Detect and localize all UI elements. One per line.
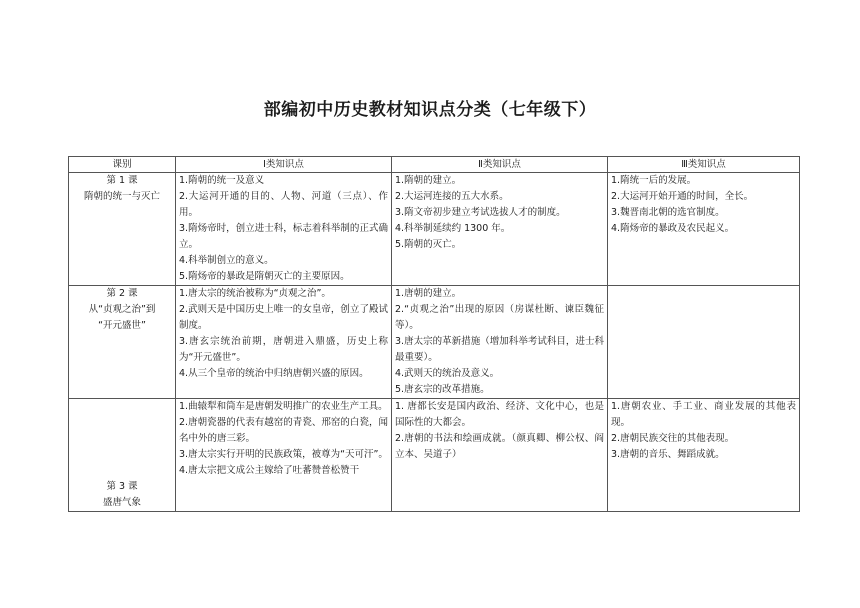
lesson-cell: [69, 399, 176, 512]
list-item: 4.隋炀帝的暴政及农民起义。: [611, 223, 735, 234]
list-item: 2.唐朝瓷器的代表有越窑的青瓷、邢窑的白瓷，闻名中外的唐三彩。: [179, 417, 388, 444]
table-row-lesson-1: [69, 173, 800, 286]
category-1-cell: [176, 286, 392, 399]
category-2-cell: [392, 286, 608, 399]
list-item: 5.唐玄宗的改革措施。: [395, 384, 490, 395]
list-item: 2.唐朝民族交往的其他表现。: [611, 433, 735, 444]
lesson-title: “开元盛世”: [98, 320, 146, 331]
list-item: 3.唐太宗的革新措施（增加科举考试科目，进士科最重要）。: [395, 336, 604, 363]
lesson-cell: [69, 173, 176, 286]
lesson-title: 隋朝的统一与灭亡: [83, 191, 160, 202]
lesson-title: 盛唐气象: [102, 497, 141, 508]
table-header-row: [69, 157, 800, 173]
category-1-cell: [176, 173, 392, 286]
category-1-cell: [176, 399, 392, 512]
list-item: 2.大运河开始开通的时间，全长。: [611, 191, 754, 202]
category-3-cell: [608, 286, 800, 399]
list-item: 2.武则天是中国历史上唯一的女皇帝，创立了殿试制度。: [179, 304, 388, 331]
list-item: 1.唐太宗的统治被称为“贞观之治”。: [179, 288, 331, 299]
list-item: 5.隋炀帝的暴政是隋朝灭亡的主要原因。: [179, 271, 350, 282]
list-item: 3.唐玄宗统治前期，唐朝进入鼎盛，历史上称为“开元盛世”。: [179, 336, 388, 363]
list-item: 4.唐太宗把文成公主嫁给了吐蕃赞普松赞干: [179, 465, 360, 476]
list-item: 1.隋朝的建立。: [395, 175, 462, 186]
list-item: 1.隋朝的统一及意义: [179, 175, 265, 186]
lesson-title: 从“贞观之治”到: [88, 304, 156, 315]
list-item: 2.大运河开通的目的、人物、河道（三点）、作用。: [179, 191, 388, 218]
category-2-cell: [392, 399, 608, 512]
list-item: 2.“贞观之治”出现的原因（房谋杜断、谏臣魏征等）。: [395, 304, 604, 331]
list-item: 1.唐朝农业、手工业、商业发展的其他表现。: [611, 401, 796, 428]
header-category-2: Ⅱ类知识点: [392, 157, 608, 173]
list-item: 1. 唐都长安是国内政治、经济、文化中心，也是国际性的大都会。: [395, 401, 604, 428]
list-item: 4.武则天的统治及意义。: [395, 368, 500, 379]
knowledge-table: [68, 156, 800, 512]
category-2-cell: [392, 173, 608, 286]
list-item: 4.科举制延续约 1300 年。: [395, 223, 511, 234]
table-row-lesson-2: [69, 286, 800, 399]
list-item: 4.科举制创立的意义。: [179, 255, 274, 266]
list-item: 4.从三个皇帝的统治中归纳唐朝兴盛的原因。: [179, 368, 369, 379]
list-item: 3.隋文帝初步建立考试选拔人才的制度。: [395, 207, 566, 218]
list-item: 1.曲辕犁和筒车是唐朝发明推广的农业生产工具。: [179, 401, 388, 412]
list-item: 2.唐朝的书法和绘画成就。（颜真卿、柳公权、阎立本、吴道子）: [395, 433, 604, 460]
list-item: 1.唐朝的建立。: [395, 288, 462, 299]
list-item: 3.魏晋南北朝的选官制度。: [611, 207, 725, 218]
document-title: 部编初中历史教材知识点分类（七年级下）: [263, 100, 597, 120]
lesson-number: 第 2 课: [106, 288, 138, 299]
header-category-3: Ⅲ类知识点: [608, 157, 800, 173]
list-item: 3.唐太宗实行开明的民族政策，被尊为“天可汗”。: [179, 449, 388, 460]
category-3-cell: [608, 399, 800, 512]
category-3-cell: [608, 173, 800, 286]
table-row-lesson-3: [69, 399, 800, 512]
list-item: 1.隋统一后的发展。: [611, 175, 697, 186]
lesson-number: 第 1 课: [106, 175, 138, 186]
header-lesson: 课别: [69, 157, 176, 173]
list-item: 5.隋朝的灭亡。: [395, 239, 462, 250]
list-item: 3.唐朝的音乐、舞蹈成就。: [611, 449, 725, 460]
list-item: 2.大运河连接的五大水系。: [395, 191, 509, 202]
lesson-cell: [69, 286, 176, 399]
list-item: 3.隋炀帝时，创立进士科，标志着科举制的正式确立。: [179, 223, 388, 250]
lesson-number: 第 3 课: [106, 481, 138, 492]
header-category-1: Ⅰ类知识点: [176, 157, 392, 173]
